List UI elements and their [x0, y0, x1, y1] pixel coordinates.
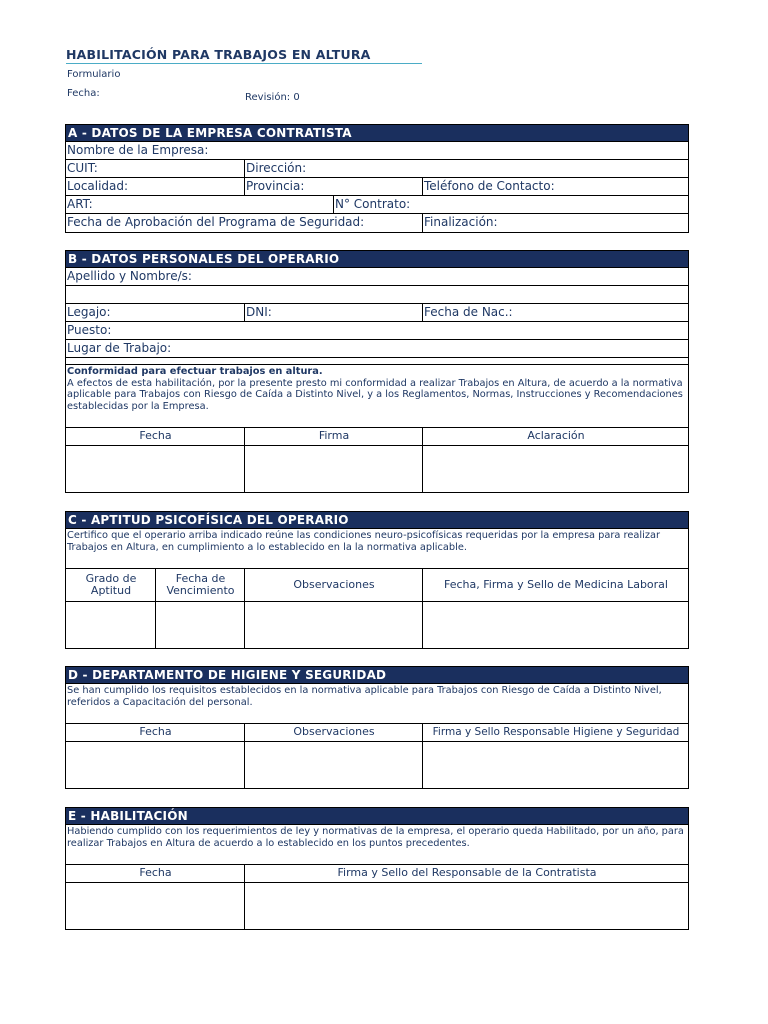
col-date-header: Fecha — [139, 866, 172, 880]
col-observations-header: Observaciones — [244, 569, 422, 601]
section-e-title: E - HABILITACIÓN — [66, 808, 688, 825]
phone-field[interactable]: Teléfono de Contacto: — [422, 178, 688, 195]
contractor-signature-field[interactable] — [244, 883, 688, 929]
col-contractor-signature-header: Firma y Sello del Responsable de la Contratista — [244, 865, 688, 882]
position-field[interactable]: Puesto: — [67, 323, 112, 337]
section-a-company — [65, 124, 689, 233]
section-d-safety — [65, 666, 689, 789]
safety-observations-field[interactable] — [244, 742, 422, 788]
col-date-header: Fecha — [139, 725, 172, 739]
spacer-row — [66, 358, 688, 364]
col-expiry-header: Fecha de Vencimiento — [155, 569, 244, 601]
col-signature-header: Firma — [244, 428, 422, 445]
safety-signature-field[interactable] — [422, 742, 688, 788]
operator-clarification-field[interactable] — [422, 446, 688, 492]
form-label: Formulario — [67, 69, 121, 80]
section-e-text: Habiendo cumplido con los requerimientos de ley y normativas de la empresa, el operario queda Habilitado, por un año, para realizar Trabajos en Altura de acuerdo a lo establecido en los puntos precedentes. — [67, 826, 684, 849]
section-c-title: C - APTITUD PSICOFÍSICA DEL OPERARIO — [66, 512, 688, 529]
city-field[interactable]: Localidad: — [67, 179, 129, 193]
consent-block — [66, 365, 688, 427]
consent-title: Conformidad para efectuar trabajos en altura. — [67, 366, 323, 377]
fitness-grade-field[interactable] — [66, 602, 155, 648]
fitness-observations-field[interactable] — [244, 602, 422, 648]
file-number-field[interactable]: Legajo: — [67, 305, 111, 319]
authorization-date-field[interactable] — [66, 883, 244, 929]
art-field[interactable]: ART: — [67, 197, 93, 211]
section-d-text: Se han cumplido los requisitos establecidos en la normativa aplicable para Trabajos con Riesgo de Caída a Distinto Nivel, referidos a Capacitación del personal. — [67, 685, 662, 708]
cuit-field[interactable]: CUIT: — [67, 161, 98, 175]
col-safety-signature-header: Firma y Sello Responsable Higiene y Seguridad — [422, 724, 688, 741]
full-name-field[interactable]: Apellido y Nombre/s: — [67, 269, 192, 283]
operator-date-field[interactable] — [66, 446, 244, 492]
fitness-expiry-field[interactable] — [155, 602, 244, 648]
full-name-blank-row[interactable] — [66, 286, 688, 303]
title-underline — [66, 63, 422, 64]
section-a-title: A - DATOS DE LA EMPRESA CONTRATISTA — [66, 125, 688, 142]
section-c-fitness — [65, 511, 689, 649]
medical-signature-field[interactable] — [422, 602, 688, 648]
section-b-operator — [65, 250, 689, 493]
col-clarification-header: Aclaración — [422, 428, 688, 445]
operator-signature-field[interactable] — [244, 446, 422, 492]
section-e-authorization — [65, 807, 689, 930]
province-field[interactable]: Provincia: — [244, 178, 422, 195]
col-grade-header: Grado de Aptitud — [85, 571, 137, 597]
col-observations-header: Observaciones — [244, 724, 422, 741]
contract-number-field[interactable]: N° Contrato: — [333, 196, 688, 213]
date-label: Fecha: — [67, 88, 100, 99]
col-medical-header: Fecha, Firma y Sello de Medicina Laboral — [422, 569, 688, 601]
company-name-field[interactable]: Nombre de la Empresa: — [67, 143, 209, 157]
dni-field[interactable]: DNI: — [244, 304, 422, 321]
birth-date-field[interactable]: Fecha de Nac.: — [422, 304, 688, 321]
page-title: HABILITACIÓN PARA TRABAJOS EN ALTURA — [66, 47, 371, 62]
section-d-title: D - DEPARTAMENTO DE HIGIENE Y SEGURIDAD — [66, 667, 688, 684]
approval-date-field[interactable]: Fecha de Aprobación del Programa de Seguridad: — [67, 215, 365, 229]
safety-date-field[interactable] — [66, 742, 244, 788]
section-b-title: B - DATOS PERSONALES DEL OPERARIO — [66, 251, 688, 268]
address-field[interactable]: Dirección: — [244, 160, 688, 177]
workplace-field[interactable]: Lugar de Trabajo: — [67, 341, 172, 355]
consent-text: A efectos de esta habilitación, por la presente presto mi conformidad a realizar Trabajos en Altura, de acuerdo a la normativa aplicable para Trabajos con Riesgo de Caída a Distinto Nivel, y a los Reglamentos, Normas, Instrucciones y Recomendaciones establecidas por la Empresa. — [67, 377, 683, 412]
end-date-field[interactable]: Finalización: — [422, 214, 688, 232]
revision-label: Revisión: 0 — [245, 92, 300, 103]
section-c-text: Certifico que el operario arriba indicado reúne las condiciones neuro-psicofísicas requeridas por la empresa para realizar Trabajos en Altura, en cumplimiento a lo establecido en la la normativa aplicable. — [67, 530, 661, 553]
col-date-header: Fecha — [139, 429, 172, 443]
